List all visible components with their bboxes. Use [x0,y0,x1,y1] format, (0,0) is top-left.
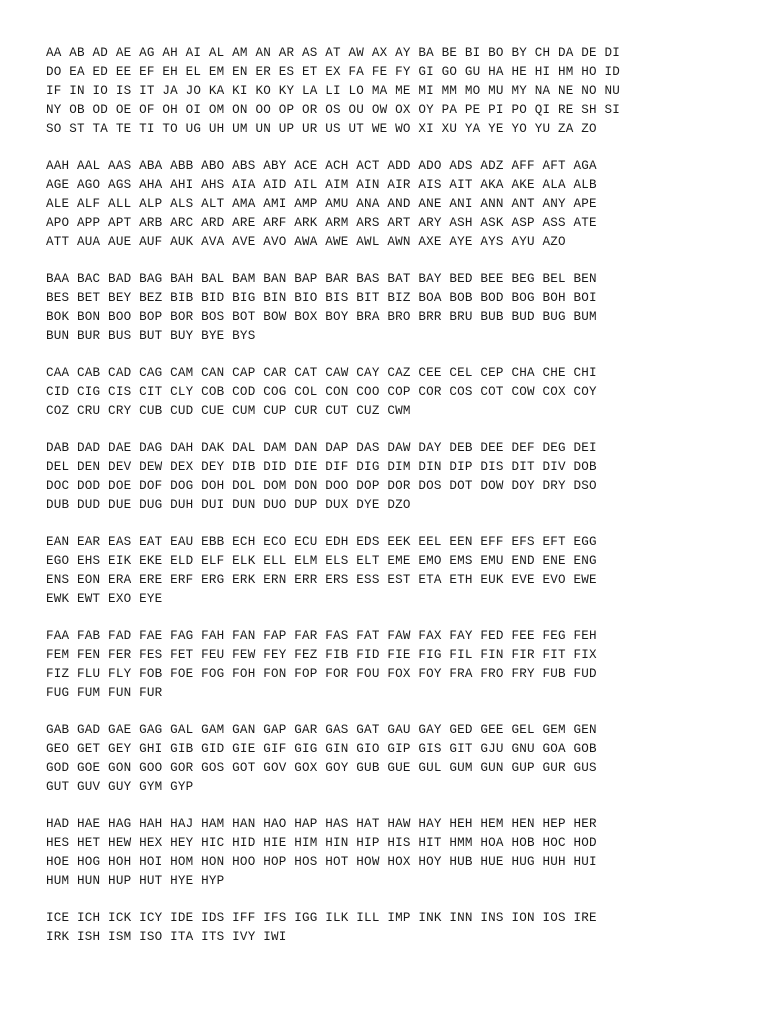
word-line: IRK ISH ISM ISO ITA ITS IVY IWI [46,930,287,944]
word-line: NY OB OD OE OF OH OI OM ON OO OP OR OS OU OW OX OY PA PE PI PO QI RE SH SI [46,103,621,117]
word-line: ICE ICH ICK ICY IDE IDS IFF IFS IGG ILK ILL IMP INK INN INS ION IOS IRE [46,911,597,925]
section-three-letter-e [46,533,736,609]
word-line: DOC DOD DOE DOF DOG DOH DOL DOM DON DOO DOP DOR DOS DOT DOW DOY DRY DSO [46,479,597,493]
word-line: BES BET BEY BEZ BIB BID BIG BIN BIO BIS BIT BIZ BOA BOB BOD BOG BOH BOI [46,291,597,305]
word-line: DEL DEN DEV DEW DEX DEY DIB DID DIE DIF DIG DIM DIN DIP DIS DIT DIV DOB [46,460,597,474]
word-line: ATT AUA AUE AUF AUK AVA AVE AVO AWA AWE AWL AWN AXE AYE AYS AYU AZO [46,235,566,249]
section-three-letter-b [46,270,736,346]
word-line: GUT GUV GUY GYM GYP [46,780,194,794]
section-three-letter-g [46,721,736,797]
word-line: HAD HAE HAG HAH HAJ HAM HAN HAO HAP HAS HAT HAW HAY HEH HEM HEN HEP HER [46,817,597,831]
word-line: CAA CAB CAD CAG CAM CAN CAP CAR CAT CAW CAY CAZ CEE CEL CEP CHA CHE CHI [46,366,597,380]
word-line: EGO EHS EIK EKE ELD ELF ELK ELL ELM ELS ELT EME EMO EMS EMU END ENE ENG [46,554,597,568]
word-line: EAN EAR EAS EAT EAU EBB ECH ECO ECU EDH EDS EEK EEL EEN EFF EFS EFT EGG [46,535,597,549]
word-list-page [46,44,736,965]
word-line: ENS EON ERA ERE ERF ERG ERK ERN ERR ERS ESS EST ETA ETH EUK EVE EVO EWE [46,573,597,587]
word-line: HES HET HEW HEX HEY HIC HID HIE HIM HIN HIP HIS HIT HMM HOA HOB HOC HOD [46,836,597,850]
word-line: FEM FEN FER FES FET FEU FEW FEY FEZ FIB FID FIE FIG FIL FIN FIR FIT FIX [46,648,597,662]
word-line: AA AB AD AE AG AH AI AL AM AN AR AS AT AW AX AY BA BE BI BO BY CH DA DE DI [46,46,621,60]
section-three-letter-a [46,157,736,252]
word-line: DO EA ED EE EF EH EL EM EN ER ES ET EX FA FE FY GI GO GU HA HE HI HM HO ID [46,65,621,79]
word-line: DAB DAD DAE DAG DAH DAK DAL DAM DAN DAP DAS DAW DAY DEB DEE DEF DEG DEI [46,441,597,455]
section-two-letter [46,44,736,139]
word-line: BUN BUR BUS BUT BUY BYE BYS [46,329,256,343]
word-line: GEO GET GEY GHI GIB GID GIE GIF GIG GIN GIO GIP GIS GIT GJU GNU GOA GOB [46,742,597,756]
word-line: HUM HUN HUP HUT HYE HYP [46,874,225,888]
word-line: SO ST TA TE TI TO UG UH UM UN UP UR US UT WE WO XI XU YA YE YO YU ZA ZO [46,122,597,136]
section-three-letter-f [46,627,736,703]
section-three-letter-d [46,439,736,515]
word-line: ALE ALF ALL ALP ALS ALT AMA AMI AMP AMU ANA AND ANE ANI ANN ANT ANY APE [46,197,597,211]
word-line: IF IN IO IS IT JA JO KA KI KO KY LA LI LO MA ME MI MM MO MU MY NA NE NO NU [46,84,621,98]
word-line: APO APP APT ARB ARC ARD ARE ARF ARK ARM ARS ART ARY ASH ASK ASP ASS ATE [46,216,597,230]
word-line: FIZ FLU FLY FOB FOE FOG FOH FON FOP FOR FOU FOX FOY FRA FRO FRY FUB FUD [46,667,597,681]
word-line: AGE AGO AGS AHA AHI AHS AIA AID AIL AIM AIN AIR AIS AIT AKA AKE ALA ALB [46,178,597,192]
word-line: GAB GAD GAE GAG GAL GAM GAN GAP GAR GAS GAT GAU GAY GED GEE GEL GEM GEN [46,723,597,737]
word-line: GOD GOE GON GOO GOR GOS GOT GOV GOX GOY GUB GUE GUL GUM GUN GUP GUR GUS [46,761,597,775]
word-line: EWK EWT EXO EYE [46,592,163,606]
word-line: AAH AAL AAS ABA ABB ABO ABS ABY ACE ACH ACT ADD ADO ADS ADZ AFF AFT AGA [46,159,597,173]
section-three-letter-h [46,815,736,891]
word-line: FAA FAB FAD FAE FAG FAH FAN FAP FAR FAS FAT FAW FAX FAY FED FEE FEG FEH [46,629,597,643]
word-line: FUG FUM FUN FUR [46,686,163,700]
section-three-letter-c [46,364,736,421]
word-line: CID CIG CIS CIT CLY COB COD COG COL CON COO COP COR COS COT COW COX COY [46,385,597,399]
word-line: BOK BON BOO BOP BOR BOS BOT BOW BOX BOY BRA BRO BRR BRU BUB BUD BUG BUM [46,310,597,324]
word-line: COZ CRU CRY CUB CUD CUE CUM CUP CUR CUT CUZ CWM [46,404,411,418]
word-line: HOE HOG HOH HOI HOM HON HOO HOP HOS HOT HOW HOX HOY HUB HUE HUG HUH HUI [46,855,597,869]
section-three-letter-i [46,909,736,947]
word-line: DUB DUD DUE DUG DUH DUI DUN DUO DUP DUX DYE DZO [46,498,411,512]
word-line: BAA BAC BAD BAG BAH BAL BAM BAN BAP BAR BAS BAT BAY BED BEE BEG BEL BEN [46,272,597,286]
